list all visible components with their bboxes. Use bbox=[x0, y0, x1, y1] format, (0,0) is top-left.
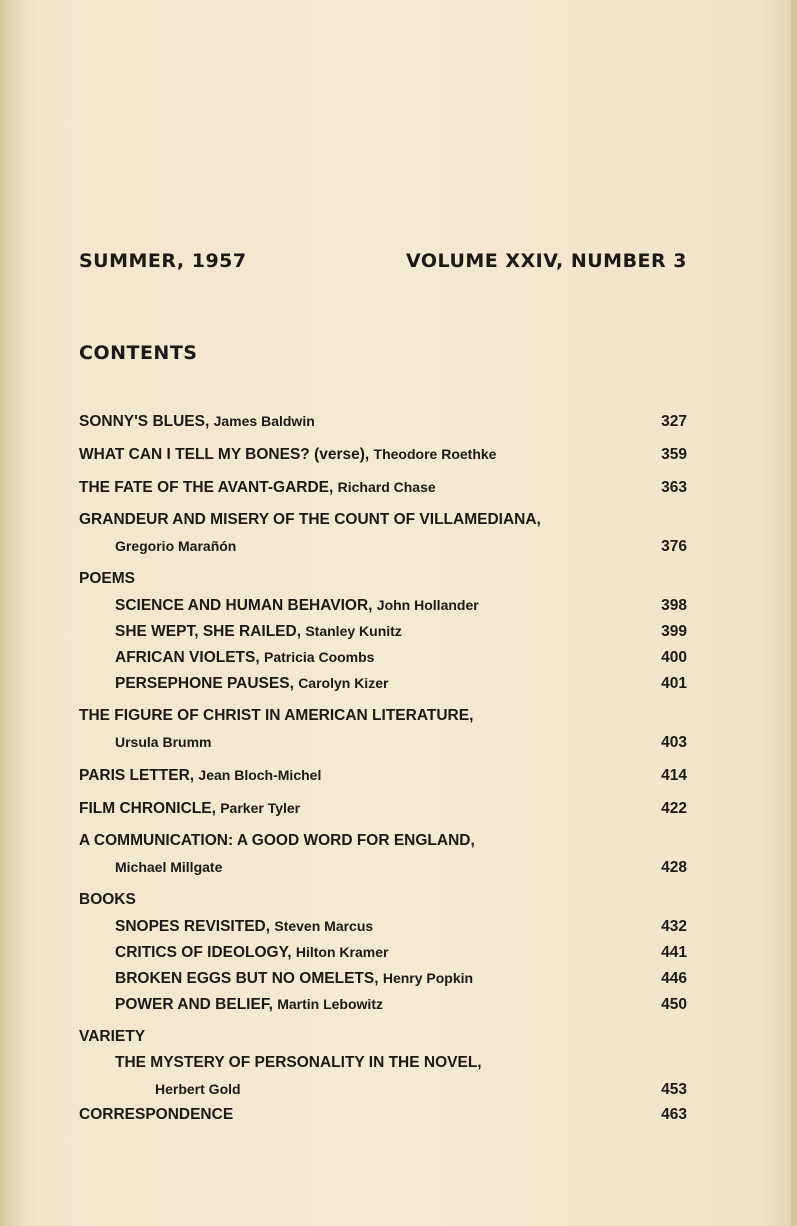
entry-page: 401 bbox=[661, 675, 687, 692]
entry-author: Hilton Kramer bbox=[295, 944, 389, 960]
entry-title: PARIS LETTER, bbox=[79, 767, 195, 784]
toc-subentry bbox=[79, 965, 687, 991]
entry-page: 376 bbox=[661, 538, 687, 555]
toc-subentry bbox=[79, 939, 687, 965]
contents-heading: CONTENTS bbox=[79, 342, 198, 364]
entry-title: AFRICAN VIOLETS, bbox=[115, 649, 260, 666]
entry-author: Herbert Gold bbox=[155, 1081, 241, 1097]
entry-title: A COMMUNICATION: A GOOD WORD FOR ENGLAND, bbox=[79, 832, 475, 849]
toc-entry bbox=[79, 474, 687, 500]
entry-page: 422 bbox=[661, 800, 687, 817]
entry-page: 441 bbox=[661, 944, 687, 961]
issue-volume: VOLUME XXIV, NUMBER 3 bbox=[406, 250, 687, 272]
section-heading: POEMS bbox=[79, 570, 135, 587]
entry-page: 432 bbox=[661, 918, 687, 935]
entry-title: CRITICS OF IDEOLOGY, bbox=[115, 944, 292, 961]
toc-entry bbox=[79, 1102, 687, 1128]
section-heading: VARIETY bbox=[79, 1028, 146, 1045]
entry-title: GRANDEUR AND MISERY OF THE COUNT OF VILLAMEDIANA, bbox=[79, 511, 541, 528]
entry-author: Theodore Roethke bbox=[373, 446, 497, 462]
entry-title: SCIENCE AND HUMAN BEHAVIOR, bbox=[115, 597, 373, 614]
entry-title: CORRESPONDENCE bbox=[79, 1106, 234, 1123]
toc-entry bbox=[79, 762, 687, 788]
issue-season: SUMMER, 1957 bbox=[79, 250, 247, 272]
entry-page: 398 bbox=[661, 597, 687, 614]
entry-page: 463 bbox=[661, 1106, 687, 1123]
entry-title: SNOPES REVISITED, bbox=[115, 918, 271, 935]
toc-entry bbox=[79, 828, 687, 880]
entry-page: 450 bbox=[661, 996, 687, 1013]
entry-author: John Hollander bbox=[376, 597, 479, 613]
toc-entry bbox=[79, 507, 687, 559]
entry-title: SONNY'S BLUES, bbox=[79, 413, 210, 430]
entry-page: 446 bbox=[661, 970, 687, 987]
toc-subentry bbox=[79, 592, 687, 618]
entry-author: Stanley Kunitz bbox=[305, 623, 402, 639]
entry-author: Martin Lebowitz bbox=[277, 996, 383, 1012]
entry-author: Richard Chase bbox=[337, 479, 436, 495]
toc-subentry bbox=[79, 913, 687, 939]
entry-title: SHE WEPT, SHE RAILED, bbox=[115, 623, 302, 640]
toc-subentry bbox=[79, 991, 687, 1017]
entry-page: 359 bbox=[661, 446, 687, 463]
entry-title: POWER AND BELIEF, bbox=[115, 996, 273, 1013]
entry-page: 399 bbox=[661, 623, 687, 640]
toc-section-books bbox=[79, 887, 687, 1017]
entry-page: 428 bbox=[661, 859, 687, 876]
page-spine-shadow bbox=[0, 0, 22, 1226]
entry-page: 400 bbox=[661, 649, 687, 666]
toc-subentry bbox=[79, 670, 687, 696]
entry-author: Jean Bloch-Michel bbox=[198, 767, 322, 783]
toc-entry bbox=[79, 408, 687, 434]
entry-author: Gregorio Marañón bbox=[115, 538, 237, 554]
toc-entry bbox=[79, 441, 687, 467]
entry-page: 453 bbox=[661, 1081, 687, 1098]
toc-section-poems bbox=[79, 566, 687, 696]
entry-page: 403 bbox=[661, 734, 687, 751]
entry-title: THE FATE OF THE AVANT-GARDE, bbox=[79, 479, 334, 496]
section-heading: BOOKS bbox=[79, 891, 136, 908]
masthead bbox=[79, 250, 687, 272]
toc-subentry bbox=[79, 644, 687, 670]
entry-title: PERSEPHONE PAUSES, bbox=[115, 675, 294, 692]
entry-author: Ursula Brumm bbox=[115, 734, 212, 750]
entry-author: Steven Marcus bbox=[274, 918, 374, 934]
page-edge bbox=[791, 0, 797, 1226]
entry-title: WHAT CAN I TELL MY BONES? (verse), bbox=[79, 446, 370, 463]
entry-title: BROKEN EGGS BUT NO OMELETS, bbox=[115, 970, 379, 987]
toc-entry bbox=[79, 795, 687, 821]
entry-page: 327 bbox=[661, 413, 687, 430]
table-of-contents bbox=[79, 408, 687, 1128]
entry-page: 414 bbox=[661, 767, 687, 784]
entry-title: FILM CHRONICLE, bbox=[79, 800, 216, 817]
entry-author: Michael Millgate bbox=[115, 859, 223, 875]
toc-entry bbox=[79, 703, 687, 755]
entry-author: Patricia Coombs bbox=[263, 649, 375, 665]
entry-author: Parker Tyler bbox=[220, 800, 301, 816]
entry-title: THE MYSTERY OF PERSONALITY IN THE NOVEL, bbox=[115, 1054, 482, 1071]
entry-author: Carolyn Kizer bbox=[298, 675, 389, 691]
entry-page: 363 bbox=[661, 479, 687, 496]
entry-title: THE FIGURE OF CHRIST IN AMERICAN LITERATURE, bbox=[79, 707, 474, 724]
toc-section-variety bbox=[79, 1024, 687, 1102]
entry-author: Henry Popkin bbox=[382, 970, 474, 986]
toc-subentry bbox=[79, 618, 687, 644]
entry-author: James Baldwin bbox=[213, 413, 315, 429]
